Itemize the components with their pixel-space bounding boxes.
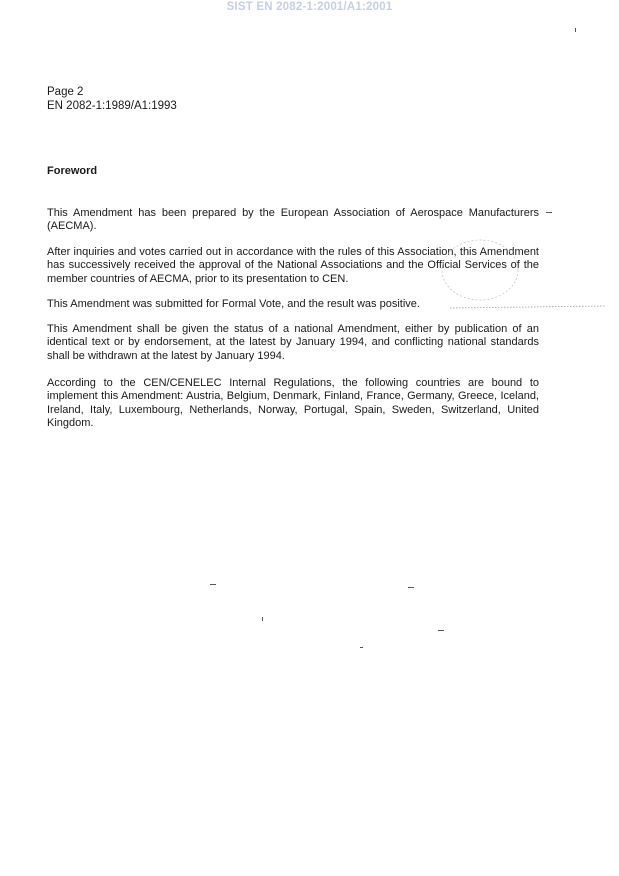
- paragraph-approval: After inquiries and votes carried out in accordance with the rules of this Association, this Amendment has successively received the approval of the National Associations and the Official Services of the member countries of AECMA, prior to its presentation to CEN.: [47, 246, 539, 285]
- watermark: SIST EN 2082-1:2001/A1:2001: [226, 1, 393, 13]
- scan-mark: [360, 647, 363, 648]
- page-number: Page 2: [47, 86, 84, 98]
- stamp-mark: [440, 230, 610, 330]
- scan-mark: [262, 617, 263, 621]
- page-header: [47, 86, 177, 113]
- scan-mark: [210, 584, 216, 585]
- paragraph-status: This Amendment shall be given the status of a national Amendment, either by publication of an identical text or by endorsement, at the latest by January 1994, and conflicting national standards shall be withdrawn at the latest by January 1994.: [47, 323, 539, 362]
- paragraph-formal-vote: This Amendment was submitted for Formal Vote, and the result was positive.: [47, 298, 420, 310]
- paragraph-prepared: This Amendment has been prepared by the European Association of Aerospace Manufacturers (AECMA).: [47, 207, 539, 233]
- section-title: Foreword: [47, 165, 98, 177]
- paragraph-countries: According to the CEN/CENELEC Internal Regulations, the following countries are bound to implement this Amendment: Austria, Belgium, Denmark, Finland, France, Germany, Greece, Iceland, Ireland, Italy, Luxembourg, Netherlands, Norway, Portugal, Spain, Sweden, Switzerland, United Kingdom.: [47, 377, 539, 430]
- scan-mark: [438, 630, 444, 631]
- document-id: EN 2082-1:1989/A1:1993: [47, 99, 177, 112]
- scan-mark: [546, 212, 552, 213]
- scan-mark: [408, 587, 414, 588]
- scan-mark: [575, 28, 576, 32]
